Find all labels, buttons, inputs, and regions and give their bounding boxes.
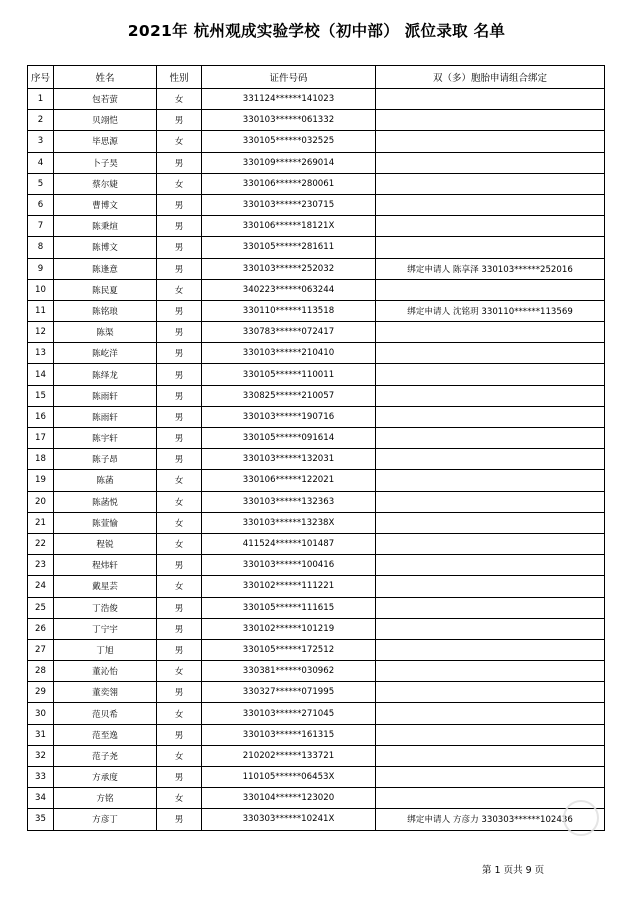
- table-row: [28, 597, 605, 618]
- cell-gender: 男: [157, 555, 202, 576]
- cell-gender: 女: [157, 89, 202, 110]
- cell-name: 贝翊恺: [54, 110, 157, 131]
- cell-name: 毕思源: [54, 131, 157, 152]
- cell-name: 董沁怡: [54, 661, 157, 682]
- cell-index: 32: [28, 745, 54, 766]
- cell-index: 18: [28, 449, 54, 470]
- cell-id-number: 330327******071995: [202, 682, 376, 703]
- cell-twin-binding: [376, 682, 605, 703]
- cell-id-number: 330783******072417: [202, 322, 376, 343]
- cell-gender: 男: [157, 216, 202, 237]
- table-row: [28, 343, 605, 364]
- cell-gender: 女: [157, 533, 202, 554]
- table-row: [28, 639, 605, 660]
- cell-name: 丁浩俊: [54, 597, 157, 618]
- cell-name: 范贝希: [54, 703, 157, 724]
- cell-gender: 男: [157, 724, 202, 745]
- cell-index: 31: [28, 724, 54, 745]
- cell-id-number: 330103******13238X: [202, 512, 376, 533]
- cell-id-number: 330106******122021: [202, 470, 376, 491]
- cell-index: 21: [28, 512, 54, 533]
- cell-name: 陈萱愉: [54, 512, 157, 533]
- cell-gender: 男: [157, 639, 202, 660]
- cell-name: 程锐: [54, 533, 157, 554]
- cell-id-number: 330102******101219: [202, 618, 376, 639]
- cell-id-number: 330102******111221: [202, 576, 376, 597]
- cell-gender: 女: [157, 745, 202, 766]
- cell-index: 1: [28, 89, 54, 110]
- cell-index: 8: [28, 237, 54, 258]
- table-row: [28, 682, 605, 703]
- table-row: [28, 131, 605, 152]
- cell-index: 4: [28, 152, 54, 173]
- cell-id-number: 330303******10241X: [202, 809, 376, 830]
- cell-twin-binding: [376, 533, 605, 554]
- admission-table: [27, 65, 605, 831]
- table-row: [28, 279, 605, 300]
- cell-twin-binding: [376, 491, 605, 512]
- cell-name: 丁旭: [54, 639, 157, 660]
- cell-index: 19: [28, 470, 54, 491]
- cell-name: 董奕翎: [54, 682, 157, 703]
- table-row: [28, 364, 605, 385]
- cell-id-number: 330103******252032: [202, 258, 376, 279]
- table-row: [28, 322, 605, 343]
- table-row: [28, 661, 605, 682]
- cell-id-number: 110105******06453X: [202, 767, 376, 788]
- table-row: [28, 809, 605, 830]
- cell-id-number: 330104******123020: [202, 788, 376, 809]
- cell-gender: 男: [157, 258, 202, 279]
- cell-name: 陈渠: [54, 322, 157, 343]
- table-row: [28, 576, 605, 597]
- cell-gender: 女: [157, 173, 202, 194]
- cell-name: 陈民夏: [54, 279, 157, 300]
- cell-id-number: 330105******032525: [202, 131, 376, 152]
- table-row: [28, 470, 605, 491]
- cell-index: 14: [28, 364, 54, 385]
- cell-id-number: 330105******110011: [202, 364, 376, 385]
- table-row: [28, 512, 605, 533]
- cell-id-number: 330105******091614: [202, 428, 376, 449]
- cell-twin-binding: [376, 194, 605, 215]
- cell-name: 陈雨轩: [54, 385, 157, 406]
- cell-index: 28: [28, 661, 54, 682]
- cell-index: 13: [28, 343, 54, 364]
- cell-index: 10: [28, 279, 54, 300]
- table-row: [28, 724, 605, 745]
- cell-gender: 女: [157, 491, 202, 512]
- cell-index: 24: [28, 576, 54, 597]
- table-row: [28, 406, 605, 427]
- column-header-name: 姓名: [54, 66, 157, 89]
- cell-name: 曹博文: [54, 194, 157, 215]
- table-row: [28, 767, 605, 788]
- table-row: [28, 237, 605, 258]
- cell-index: 5: [28, 173, 54, 194]
- cell-gender: 女: [157, 576, 202, 597]
- cell-twin-binding: [376, 639, 605, 660]
- cell-id-number: 330103******210410: [202, 343, 376, 364]
- cell-name: 陈菡悦: [54, 491, 157, 512]
- cell-gender: 男: [157, 767, 202, 788]
- table-row: [28, 385, 605, 406]
- table-row: [28, 110, 605, 131]
- cell-name: 方彦丁: [54, 809, 157, 830]
- cell-name: 方铭: [54, 788, 157, 809]
- cell-index: 6: [28, 194, 54, 215]
- cell-gender: 女: [157, 788, 202, 809]
- cell-name: 陈博文: [54, 237, 157, 258]
- cell-twin-binding: [376, 512, 605, 533]
- cell-id-number: 330110******113518: [202, 300, 376, 321]
- cell-twin-binding: [376, 89, 605, 110]
- cell-twin-binding: [376, 555, 605, 576]
- cell-index: 23: [28, 555, 54, 576]
- cell-twin-binding: [376, 703, 605, 724]
- cell-id-number: 330103******100416: [202, 555, 376, 576]
- cell-gender: 男: [157, 194, 202, 215]
- cell-name: 卜子昊: [54, 152, 157, 173]
- table-row: [28, 555, 605, 576]
- cell-twin-binding: [376, 343, 605, 364]
- cell-id-number: 340223******063244: [202, 279, 376, 300]
- cell-gender: 男: [157, 428, 202, 449]
- page-title: 2021年 杭州观成实验学校（初中部） 派位录取 名单: [127, 22, 506, 40]
- cell-gender: 男: [157, 385, 202, 406]
- cell-index: 35: [28, 809, 54, 830]
- cell-twin-binding: [376, 322, 605, 343]
- column-header-index: 序号: [28, 66, 54, 89]
- cell-gender: 女: [157, 131, 202, 152]
- cell-gender: 女: [157, 279, 202, 300]
- cell-id-number: 330105******111615: [202, 597, 376, 618]
- cell-twin-binding: [376, 597, 605, 618]
- table-row: [28, 152, 605, 173]
- cell-twin-binding: [376, 470, 605, 491]
- cell-id-number: 330105******281611: [202, 237, 376, 258]
- cell-id-number: 330103******161315: [202, 724, 376, 745]
- table-row: [28, 703, 605, 724]
- cell-twin-binding: [376, 110, 605, 131]
- table-row: [28, 491, 605, 512]
- cell-index: 9: [28, 258, 54, 279]
- table-row: [28, 173, 605, 194]
- table-row: [28, 216, 605, 237]
- cell-index: 22: [28, 533, 54, 554]
- cell-twin-binding: [376, 216, 605, 237]
- cell-id-number: 330103******271045: [202, 703, 376, 724]
- cell-gender: 男: [157, 237, 202, 258]
- cell-gender: 女: [157, 703, 202, 724]
- cell-name: 范至逸: [54, 724, 157, 745]
- cell-id-number: 330103******132363: [202, 491, 376, 512]
- cell-name: 丁宁宇: [54, 618, 157, 639]
- cell-gender: 女: [157, 512, 202, 533]
- cell-index: 15: [28, 385, 54, 406]
- cell-id-number: 330103******190716: [202, 406, 376, 427]
- table-row: [28, 533, 605, 554]
- cell-name: 程炜轩: [54, 555, 157, 576]
- cell-gender: 男: [157, 152, 202, 173]
- cell-index: 17: [28, 428, 54, 449]
- cell-index: 34: [28, 788, 54, 809]
- cell-name: 陈屹洋: [54, 343, 157, 364]
- cell-gender: 男: [157, 364, 202, 385]
- cell-id-number: 210202******133721: [202, 745, 376, 766]
- cell-twin-binding: [376, 661, 605, 682]
- cell-index: 30: [28, 703, 54, 724]
- cell-index: 33: [28, 767, 54, 788]
- cell-index: 29: [28, 682, 54, 703]
- cell-twin-binding: [376, 364, 605, 385]
- cell-twin-binding: [376, 724, 605, 745]
- table-row: [28, 788, 605, 809]
- cell-gender: 男: [157, 322, 202, 343]
- table-row: [28, 258, 605, 279]
- cell-id-number: 411524******101487: [202, 533, 376, 554]
- table-row: [28, 449, 605, 470]
- cell-id-number: 330106******18121X: [202, 216, 376, 237]
- cell-id-number: 330825******210057: [202, 385, 376, 406]
- cell-index: 16: [28, 406, 54, 427]
- cell-gender: 男: [157, 682, 202, 703]
- cell-name: 陈秉煊: [54, 216, 157, 237]
- cell-id-number: 331124******141023: [202, 89, 376, 110]
- cell-name: 陈子昂: [54, 449, 157, 470]
- column-header-twin-binding: 双（多）胞胎申请组合绑定: [376, 66, 605, 89]
- table-row: [28, 745, 605, 766]
- cell-name: 蔡尔婕: [54, 173, 157, 194]
- cell-twin-binding: [376, 173, 605, 194]
- table-row: [28, 194, 605, 215]
- cell-name: 陈铭琅: [54, 300, 157, 321]
- table-row: [28, 89, 605, 110]
- cell-name: 包若萤: [54, 89, 157, 110]
- cell-gender: 女: [157, 661, 202, 682]
- cell-twin-binding: [376, 406, 605, 427]
- table-row: [28, 300, 605, 321]
- cell-twin-binding: [376, 618, 605, 639]
- cell-gender: 男: [157, 449, 202, 470]
- watermark-logo: [563, 800, 599, 836]
- cell-name: 陈雨轩: [54, 406, 157, 427]
- column-header-id-number: 证件号码: [202, 66, 376, 89]
- cell-name: 方承度: [54, 767, 157, 788]
- cell-id-number: 330105******172512: [202, 639, 376, 660]
- cell-twin-binding: 绑定申请人 沈铭玥 330110******113569: [376, 300, 605, 321]
- cell-gender: 男: [157, 809, 202, 830]
- cell-gender: 男: [157, 110, 202, 131]
- table-body: [28, 89, 605, 831]
- cell-index: 12: [28, 322, 54, 343]
- cell-gender: 女: [157, 470, 202, 491]
- cell-id-number: 330103******132031: [202, 449, 376, 470]
- table-row: [28, 618, 605, 639]
- cell-gender: 男: [157, 406, 202, 427]
- cell-twin-binding: [376, 576, 605, 597]
- cell-index: 2: [28, 110, 54, 131]
- cell-index: 25: [28, 597, 54, 618]
- cell-name: 陈绎龙: [54, 364, 157, 385]
- column-header-gender: 性别: [157, 66, 202, 89]
- page-number: 第 1 页共 9 页: [482, 865, 545, 876]
- cell-id-number: 330103******061332: [202, 110, 376, 131]
- cell-name: 范子尧: [54, 745, 157, 766]
- cell-gender: 男: [157, 618, 202, 639]
- cell-name: 戴星芸: [54, 576, 157, 597]
- cell-index: 11: [28, 300, 54, 321]
- cell-index: 27: [28, 639, 54, 660]
- cell-twin-binding: [376, 237, 605, 258]
- cell-twin-binding: [376, 152, 605, 173]
- table-header-row: [28, 66, 605, 89]
- cell-twin-binding: 绑定申请人 方彦力 330303******102436: [376, 809, 605, 830]
- cell-twin-binding: [376, 385, 605, 406]
- cell-id-number: 330103******230715: [202, 194, 376, 215]
- cell-name: 陈逢意: [54, 258, 157, 279]
- cell-twin-binding: [376, 428, 605, 449]
- cell-twin-binding: [376, 279, 605, 300]
- cell-twin-binding: [376, 767, 605, 788]
- cell-id-number: 330109******269014: [202, 152, 376, 173]
- cell-index: 7: [28, 216, 54, 237]
- cell-name: 陈菡: [54, 470, 157, 491]
- cell-twin-binding: [376, 131, 605, 152]
- cell-twin-binding: [376, 449, 605, 470]
- cell-name: 陈宇轩: [54, 428, 157, 449]
- cell-index: 26: [28, 618, 54, 639]
- cell-index: 20: [28, 491, 54, 512]
- cell-twin-binding: 绑定申请人 陈享泽 330103******252016: [376, 258, 605, 279]
- cell-gender: 男: [157, 300, 202, 321]
- table-row: [28, 428, 605, 449]
- cell-id-number: 330106******280061: [202, 173, 376, 194]
- cell-gender: 男: [157, 343, 202, 364]
- cell-twin-binding: [376, 745, 605, 766]
- cell-id-number: 330381******030962: [202, 661, 376, 682]
- cell-index: 3: [28, 131, 54, 152]
- cell-gender: 男: [157, 597, 202, 618]
